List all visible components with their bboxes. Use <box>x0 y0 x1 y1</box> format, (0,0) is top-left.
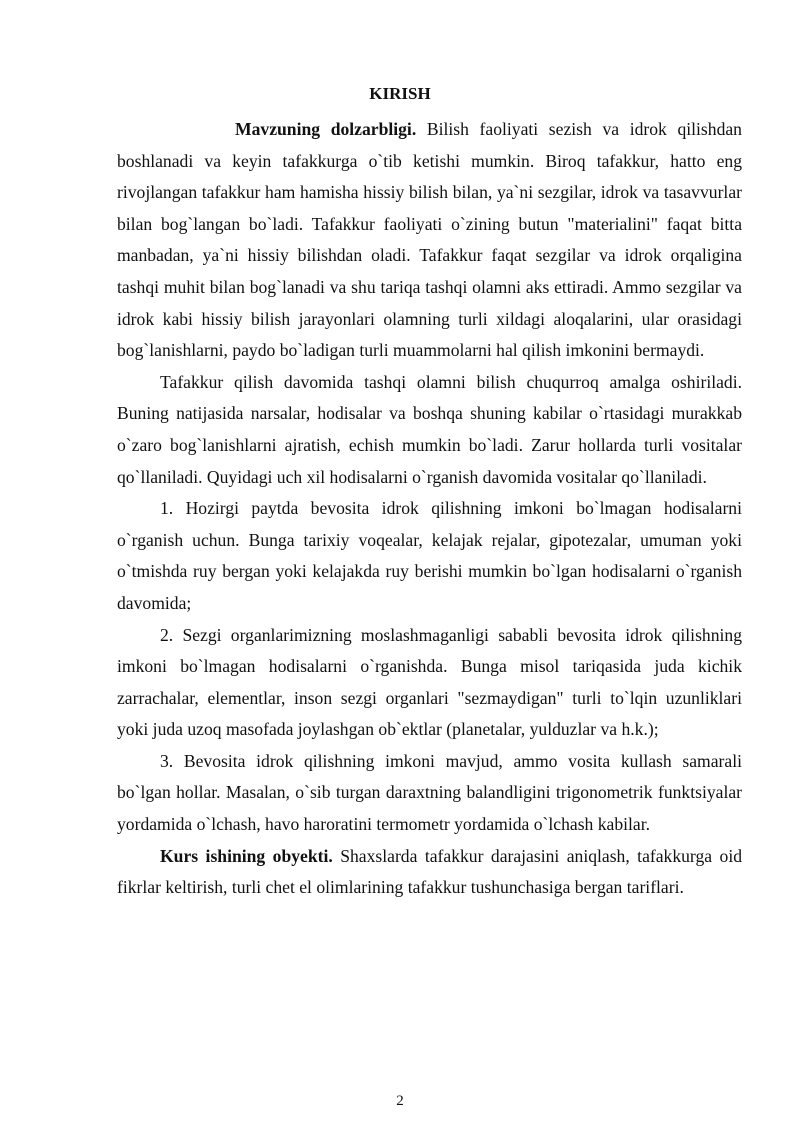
paragraph-text: 3. Bevosita idrok qilishning imkoni mavjud, ammo vosita kullash samarali bo`lgan hollar. Masalan, o`sib turgan daraxtning balandligini trigonometrik funktsiyalar yordamida o`lchash, havo haroratini termometr yordamida o`lchash kabilar. <box>117 750 742 835</box>
paragraph-text: Tafakkur qilish davomida tashqi olamni bilish chuqurroq amalga oshiriladi. Buning natijasida narsalar, hodisalar va boshqa shuning kabilar o`rtasidagi murakkab o`zaro bog`lanishlarni ajratish, echish mumkin bo`ladi. Zarur hollarda turli vositalar qo`llaniladi. Quyidagi uch xil hodisalarni o`rganish davomida vositalar qo`llaniladi. <box>117 371 742 487</box>
paragraph-text: Bilish faoliyati sezish va idrok qilishdan boshlanadi va keyin tafakkurga o`tib ketishi mumkin. Biroq tafakkur, hatto eng rivojlangan tafakkur ham hamisha hissiy bilish bilan, ya`ni sezgilar, idrok va tasavvurlar bilan bog`langan bo`ladi. Tafakkur faoliyati o`zining butun "materialini" faqat bitta manbadan, ya`ni hissiy bilishdan oladi. Tafakkur faqat sezgilar va idrok orqaligina tashqi muhit bilan bog`lanadi va shu tariqa tashqi olamni aks ettiradi. Ammo sezgilar va idrok kabi hissiy bilish jarayonlari olamning turli xildagi aloqalarini, ular orasidagi bog`lanishlarni, paydo bo`ladigan turli muammolarni hal qilish imkonini bermaydi. <box>117 119 742 361</box>
paragraph-text: 2. Sezgi organlarimizning moslashmaganligi sababli bevosita idrok qilishning imkoni bo`lmagan hodisalarni o`rganishda. Bunga misol tariqasida juda kichik zarrachalar, elementlar, inson sezgi organlari "sezmaydigan" turli to`lqin uzunliklari yoki juda uzoq masofada joylashgan ob`ektlar (planetalar, yulduzlar va h.k.); <box>117 624 742 740</box>
paragraph-object <box>117 841 742 904</box>
page-title: KIRISH <box>369 84 431 103</box>
paragraph-text: Shaxslarda tafakkur darajasini aniqlash, tafakkurga oid fikrlar keltirish, turli chet el olimlarining tafakkur tushunchasiga bergan tariflari. <box>117 845 742 898</box>
paragraph-heading: Kurs ishining obyekti. <box>160 845 333 866</box>
body-text <box>117 114 742 904</box>
page-number: 2 <box>396 1093 404 1109</box>
list-item-1 <box>117 493 742 619</box>
paragraph-thinking-process <box>117 367 742 493</box>
paragraph-relevance <box>117 114 742 367</box>
list-item-3 <box>117 746 742 841</box>
list-item-2 <box>117 620 742 746</box>
paragraph-heading: Mavzuning dolzarbligi. <box>235 119 417 139</box>
paragraph-text: 1. Hozirgi paytda bevosita idrok qilishning imkoni bo`lmagan hodisalarni o`rganish uchun. Bunga tarixiy voqealar, kelajak rejalar, gipotezalar, umuman yoki o`tmishda ruy bergan yoki kelajakda ruy berishi mumkin bo`lgan hodisalarni o`rganish davomida; <box>117 498 742 613</box>
